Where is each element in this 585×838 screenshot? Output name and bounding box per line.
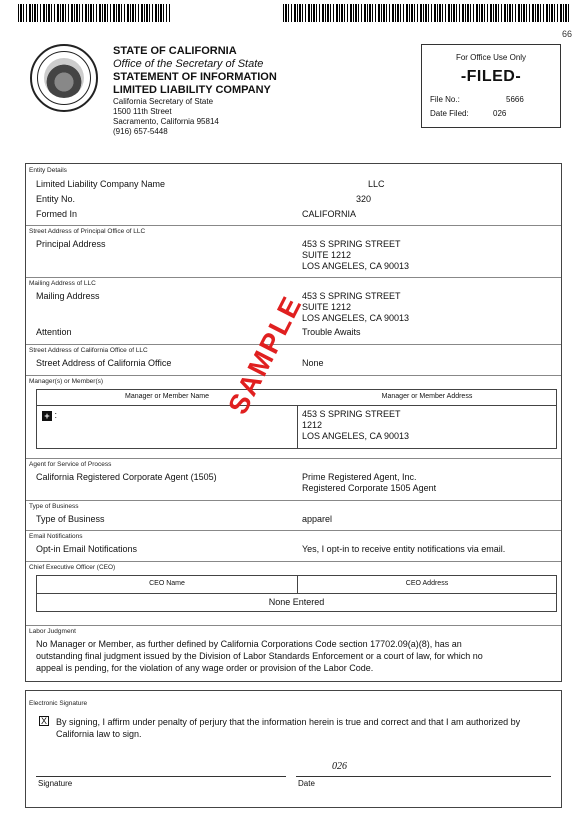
principal-line-2: SUITE 1212 [302, 250, 352, 260]
date-filed-label: Date Filed: [430, 109, 469, 118]
ceo-table [36, 575, 557, 612]
manager-line-1: 453 S SPRING STREET [302, 409, 401, 419]
divider [26, 375, 561, 376]
divider [26, 625, 561, 626]
managers-col-name: Manager or Member Name [124, 393, 210, 400]
attention-label: Attention [36, 327, 72, 337]
llc-name-value: LLC [368, 179, 385, 189]
signature-line [36, 776, 286, 777]
address-line-1: California Secretary of State [113, 97, 214, 106]
section-labor: Labor Judgment [29, 628, 76, 635]
manager-name: : [54, 410, 58, 420]
mailing-line-1: 453 S SPRING STREET [302, 291, 401, 301]
signature-label: Signature [38, 779, 73, 788]
section-signature: Electronic Signature [29, 700, 88, 707]
office-use-title: For Office Use Only [455, 53, 527, 62]
entity-no-label: Entity No. [36, 194, 76, 204]
mailing-label: Mailing Address [36, 291, 100, 301]
divider [26, 530, 561, 531]
filed-status: -FILED- [460, 68, 522, 85]
address-line-2: 1500 11th Street [113, 107, 172, 116]
mailing-line-3: LOS ANGELES, CA 90013 [302, 313, 410, 323]
manager-line-2: 1212 [302, 420, 323, 430]
state-seal [30, 44, 98, 112]
divider [26, 500, 561, 501]
file-no-value: 5666 [506, 95, 524, 104]
manager-line-3: LOS ANGELES, CA 90013 [302, 431, 410, 441]
section-business: Type of Business [29, 503, 79, 510]
manager-address [302, 409, 409, 442]
section-managers: Manager(s) or Member(s) [29, 378, 104, 385]
mailing-address [302, 291, 409, 324]
section-ceo: Chief Executive Officer (CEO) [29, 564, 116, 571]
principal-line-1: 453 S SPRING STREET [302, 239, 401, 249]
attention-value: Trouble Awaits [302, 327, 361, 337]
form-title-1: STATEMENT OF INFORMATION [113, 71, 277, 83]
form-title-2: LIMITED LIABILITY COMPANY [113, 84, 271, 96]
formed-in-value: CALIFORNIA [302, 209, 357, 219]
phone: (916) 657-5448 [113, 127, 168, 136]
ceo-col-address: CEO Address [405, 580, 449, 587]
address-line-3: Sacramento, California 95814 [113, 117, 219, 126]
principal-line-3: LOS ANGELES, CA 90013 [302, 261, 410, 271]
email-value: Yes, I opt-in to receive entity notifications via email. [302, 544, 506, 554]
divider [26, 225, 561, 226]
managers-col-address: Manager or Member Address [381, 393, 473, 400]
llc-name-label: Limited Liability Company Name [36, 179, 166, 189]
header [113, 45, 277, 137]
mailing-line-2: SUITE 1212 [302, 302, 352, 312]
file-no-label: File No.: [430, 95, 460, 104]
business-label: Type of Business [36, 514, 105, 524]
labor-line-3: appeal is pending, for the violation of any wage order or provision of the Labor Code. [36, 663, 374, 673]
section-entity: Entity Details [29, 167, 67, 174]
affirm-line-1: By signing, I affirm under penalty of perjury that the information herein is true and correct and that I am authorized by [56, 717, 521, 727]
manager-row [42, 410, 57, 421]
business-value: apparel [302, 514, 333, 524]
office-use-box [421, 44, 561, 128]
principal-label: Principal Address [36, 239, 106, 249]
barcode-left [18, 4, 170, 22]
section-email: Email Notifications [29, 533, 83, 540]
principal-address [302, 239, 409, 272]
labor-line-2: outstanding final judgment issued by the Division of Labor Standards Enforcement or a court of law, for which no [36, 651, 483, 661]
date-filed-value: 026 [493, 109, 507, 118]
agent-label: California Registered Corporate Agent (1505) [36, 472, 217, 482]
entity-no-value: 320 [356, 194, 372, 204]
section-mailing: Mailing Address of LLC [29, 280, 96, 287]
labor-text [36, 638, 556, 674]
expand-icon[interactable]: + [42, 411, 52, 421]
date-label: Date [298, 779, 315, 788]
affirm-text [56, 716, 556, 740]
ceo-col-name: CEO Name [149, 580, 185, 587]
date-value: 026 [332, 761, 347, 772]
managers-table [36, 389, 557, 449]
divider [26, 344, 561, 345]
agent-line-2: Registered Corporate 1505 Agent [302, 483, 437, 493]
section-principal: Street Address of Principal Office of LLC [29, 228, 146, 235]
email-label: Opt-in Email Notifications [36, 544, 138, 554]
ceo-empty: None Entered [268, 597, 325, 607]
page-number: 66 [561, 29, 572, 39]
affirm-checkbox[interactable]: X [40, 716, 47, 726]
agent-value [302, 472, 436, 494]
divider [26, 277, 561, 278]
form-body [25, 163, 562, 682]
state-name: STATE OF CALIFORNIA [113, 45, 237, 57]
ca-office-value: None [302, 358, 324, 368]
divider [26, 561, 561, 562]
ca-office-label: Street Address of California Office [36, 358, 172, 368]
affirm-line-2: California law to sign. [56, 729, 142, 739]
signature-box [25, 690, 562, 808]
divider [26, 458, 561, 459]
labor-line-1: No Manager or Member, as further defined by California Corporations Code section 17702.09(a)(8), has an [36, 639, 462, 649]
date-line [296, 776, 551, 777]
section-agent: Agent for Service of Process [29, 461, 112, 468]
barcode-right [283, 4, 571, 22]
formed-in-label: Formed In [36, 209, 78, 219]
section-ca-office: Street Address of California Office of LLC [29, 347, 148, 354]
sample-watermark: SAMPLE [222, 290, 309, 420]
office-name: Office of the Secretary of State [113, 58, 264, 70]
agent-line-1: Prime Registered Agent, Inc. [302, 472, 417, 482]
